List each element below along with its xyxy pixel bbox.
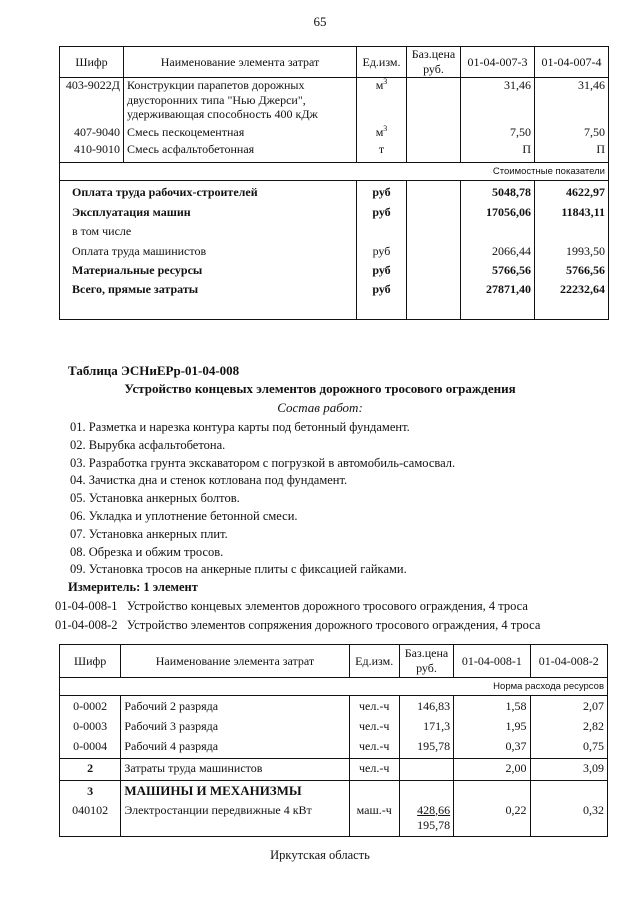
row-price: 146,83 (399, 696, 453, 716)
row-value-1: П (461, 140, 535, 163)
summary-value-2: 1993,50 (535, 241, 609, 260)
summary-unit: руб (357, 279, 407, 319)
row-code: 0-0003 (73, 718, 108, 733)
summary-value-1: 5048,78 (461, 180, 535, 202)
row-name: Электростанции передвижные 4 кВт (121, 801, 349, 837)
table-row (60, 122, 609, 140)
region-footer: Иркутская область (270, 848, 370, 862)
row-name: Рабочий 3 разряда (121, 716, 349, 736)
header-col-2: 01-04-007-4 (535, 47, 609, 78)
table-row (60, 696, 608, 716)
row-name: Конструкции парапетов дорожных двусторонних типа "Нью Джерси", удерживающая способность 400 кДж (124, 78, 357, 122)
cost-table-007 (59, 46, 609, 320)
work-composition-heading: Состав работ: (277, 400, 363, 415)
table-header-row (60, 645, 608, 678)
section-price (399, 759, 453, 781)
summary-row (60, 221, 609, 241)
list-item: 02. Вырубка асфальтобетона. (70, 437, 226, 452)
section-value-2: 3,09 (530, 759, 607, 781)
row-name: Рабочий 2 разряда (121, 696, 349, 716)
row-unit: маш.-ч (349, 801, 399, 837)
summary-value-1: 5766,56 (461, 260, 535, 279)
resource-norm-note: Норма расхода ресурсов (60, 678, 608, 696)
note-row (60, 678, 608, 696)
row-price (399, 801, 453, 837)
section-name: Затраты труда машинистов (121, 759, 349, 781)
header-code: Шифр (60, 645, 121, 678)
summary-price (407, 180, 461, 202)
price-top: 428,66 (417, 802, 451, 817)
summary-value-2: 5766,56 (535, 260, 609, 279)
table-row (60, 801, 608, 837)
header-base-price: Баз.цена руб. (399, 645, 453, 678)
list-item: 05. Установка анкерных болтов. (70, 491, 240, 506)
row-value-2: 0,75 (530, 736, 607, 759)
norm-code: 01-04-008-2 (55, 618, 118, 632)
row-unit: чел.-ч (349, 716, 399, 736)
table-row (60, 736, 608, 759)
measurer: Измеритель: 1 элемент (68, 580, 198, 594)
table-header-row (60, 47, 609, 78)
row-value-2: 2,07 (530, 696, 607, 716)
row-code: 403-9022Д (65, 78, 120, 92)
table-label: Таблица ЭСНиЕРр-01-04-008 (68, 363, 240, 378)
row-value-1: 1,95 (454, 716, 530, 736)
summary-value-2 (535, 221, 609, 241)
note-row (60, 162, 609, 180)
table-row (60, 140, 609, 163)
summary-unit: руб (357, 202, 407, 221)
header-col-2: 01-04-008-2 (530, 645, 607, 678)
row-value-1: 31,46 (461, 78, 535, 122)
summary-value-1: 2066,44 (461, 241, 535, 260)
summary-name: Материальные ресурсы (72, 263, 203, 277)
row-code: 407-9040 (74, 124, 120, 139)
summary-name: Оплата труда машинистов (72, 244, 207, 258)
header-base-price: Баз.цена руб. (407, 47, 461, 78)
summary-price (407, 202, 461, 221)
summary-unit (357, 221, 407, 241)
row-price: 195,78 (399, 736, 453, 759)
list-item: 01. Разметка и нарезка контура карты под бетонный фундамент. (70, 420, 410, 434)
summary-value-1 (461, 221, 535, 241)
section-unit (349, 781, 399, 801)
row-code: 040102 (72, 802, 109, 817)
summary-value-1: 27871,40 (461, 279, 535, 319)
row-code: 0-0002 (73, 699, 108, 713)
norm-description: Устройство концевых элементов дорожного тросового ограждения, 4 троса (126, 599, 528, 613)
list-item: 08. Обрезка и обжим тросов. (70, 544, 224, 559)
row-value-1: 7,50 (461, 122, 535, 140)
header-col-1: 01-04-007-3 (461, 47, 535, 78)
summary-price (407, 221, 461, 241)
section-value-1: 2,00 (454, 759, 530, 781)
row-code: 410-9010 (74, 141, 120, 156)
summary-name: Всего, прямые затраты (72, 282, 199, 296)
summary-row (60, 202, 609, 221)
row-unit: чел.-ч (349, 736, 399, 759)
row-value-1: 0,22 (454, 801, 530, 837)
list-item: 06. Укладка и уплотнение бетонной смеси. (70, 508, 298, 523)
list-item: 04. Зачистка дна и стенок котлована под фундамент. (70, 473, 348, 488)
summary-price (407, 279, 461, 319)
row-value-2: 7,50 (535, 122, 609, 140)
header-unit: Ед.изм. (357, 47, 407, 78)
row-value-2: 31,46 (535, 78, 609, 122)
header-name: Наименование элемента затрат (121, 645, 349, 678)
row-name: Рабочий 4 разряда (121, 736, 349, 759)
norm-description: Устройство элементов сопряжения дорожного тросового ограждения, 4 троса (126, 618, 541, 632)
row-unit: $м^3$ (357, 122, 407, 140)
summary-name: в том числе (72, 224, 132, 238)
row-price: 171,3 (399, 716, 453, 736)
summary-value-2: 22232,64 (535, 279, 609, 319)
row-name: Смесь асфальтобетонная (124, 140, 357, 163)
summary-price (407, 260, 461, 279)
header-name: Наименование элемента затрат (124, 47, 357, 78)
page-number: 65 (313, 14, 327, 29)
row-price (407, 140, 461, 163)
summary-unit: руб (357, 260, 407, 279)
row-name: Смесь пескоцементная (124, 122, 357, 140)
table-row (60, 78, 609, 122)
header-col-1: 01-04-008-1 (454, 645, 530, 678)
row-value-2: П (535, 140, 609, 163)
section-value-1 (454, 781, 530, 801)
row-price (407, 122, 461, 140)
resource-table-008 (59, 644, 608, 837)
summary-unit: руб (357, 180, 407, 202)
row-value-2: 2,82 (530, 716, 607, 736)
section-unit: чел.-ч (349, 759, 399, 781)
section-code: 2 (60, 759, 121, 781)
summary-unit: руб (357, 241, 407, 260)
norm-code-row (55, 618, 540, 633)
row-value-1: 1,58 (454, 696, 530, 716)
section-price (399, 781, 453, 801)
section-name: МАШИНЫ И МЕХАНИЗМЫ (121, 781, 349, 801)
table-row (60, 716, 608, 736)
row-value-1: 0,37 (454, 736, 530, 759)
section-row (60, 759, 608, 781)
list-item: 03. Разработка грунта экскаватором с погрузкой в автомобиль-самосвал. (70, 455, 456, 470)
row-value-2: 0,32 (530, 801, 607, 837)
summary-name: Оплата труда рабочих-строителей (72, 184, 258, 199)
summary-price (407, 241, 461, 260)
summary-row (60, 279, 609, 319)
section-title: Устройство концевых элементов дорожного тросового ограждения (124, 381, 516, 396)
summary-value-2: 11843,11 (535, 202, 609, 221)
summary-value-2: 4622,97 (535, 180, 609, 202)
header-code: Шифр (60, 47, 124, 78)
section-value-2 (530, 781, 607, 801)
summary-value-1: 17056,06 (461, 202, 535, 221)
section-code: 3 (60, 781, 121, 801)
summary-row (60, 180, 609, 202)
price-bottom: 195,78 (417, 817, 451, 832)
section-row (60, 781, 608, 801)
list-item: 07. Установка анкерных плит. (70, 526, 228, 541)
summary-name: Эксплуатация машин (72, 205, 191, 219)
row-code: 0-0004 (73, 738, 108, 753)
header-unit: Ед.изм. (349, 645, 399, 678)
norm-code: 01-04-008-1 (55, 599, 118, 613)
row-unit: $м^3$ (357, 78, 407, 122)
list-item: 09. Установка тросов на анкерные плиты с фиксацией гайками. (70, 562, 407, 577)
operations-list (70, 419, 455, 579)
norm-code-row (55, 599, 528, 614)
row-unit: т (357, 140, 407, 163)
row-price (407, 78, 461, 122)
cost-indicators-note: Стоимостные показатели (60, 162, 609, 180)
row-unit: чел.-ч (349, 696, 399, 716)
summary-row (60, 260, 609, 279)
summary-row (60, 241, 609, 260)
